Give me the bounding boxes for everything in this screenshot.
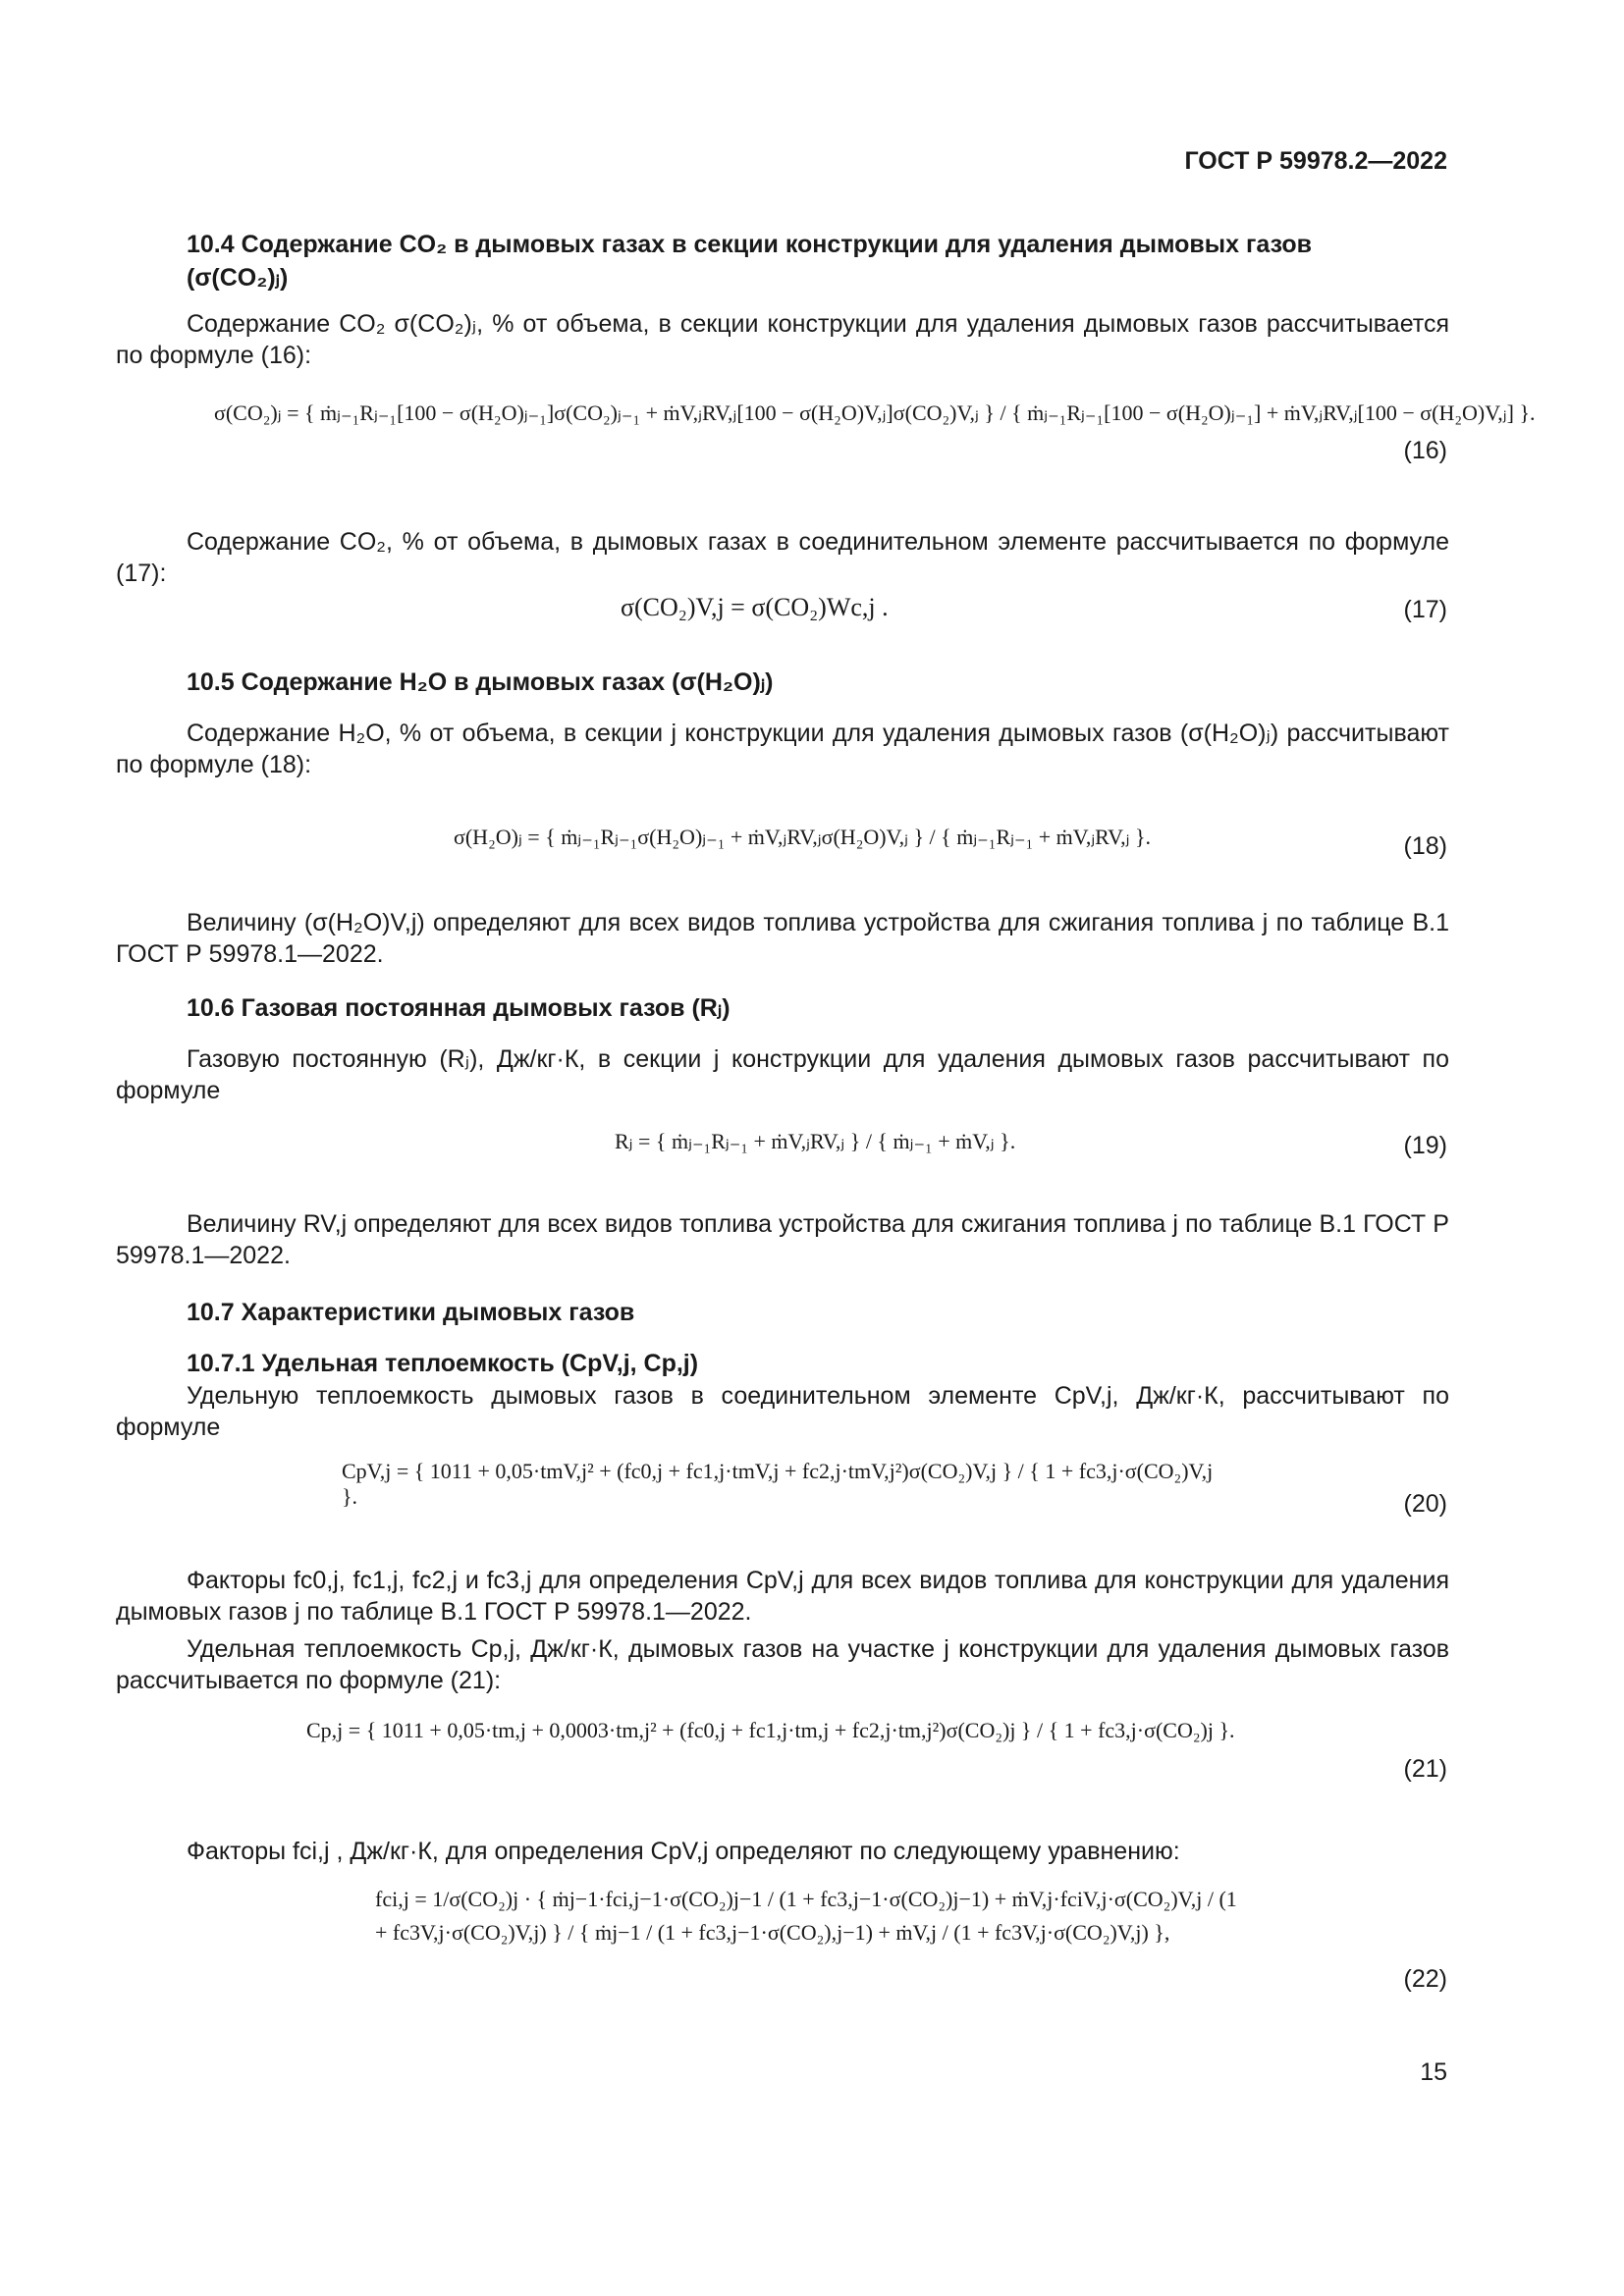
section-10-6-paragraph-1: Газовую постоянную (Rⱼ), Дж/кг·К, в секции j конструкции для удаления дымовых газов рассчитывают по формуле xyxy=(116,1045,1449,1104)
section-10-7-1-paragraph-2: Факторы fc0,j, fc1,j, fc2,j и fc3,j для определения CpV,j для всех видов топлива для конструкции для удаления дымовых газов j по таблице В.1 ГОСТ Р 59978.1—2022. xyxy=(116,1567,1449,1626)
equation-17: σ(CO₂)V,j = σ(CO₂)Wc,j . xyxy=(621,593,889,621)
equation-16: σ(CO₂)ⱼ = { ṁⱼ₋₁Rⱼ₋₁[100 − σ(H₂O)ⱼ₋₁]σ(CO₂)ⱼ₋₁ + ṁV,ⱼRV,ⱼ[100 − σ(H₂O)V,ⱼ]σ(CO₂)V,ⱼ } / { ṁⱼ₋₁Rⱼ₋₁[100 − σ(H₂O)ⱼ₋₁] + ṁV,ⱼRV,ⱼ[100 − σ(H₂O)V,ⱼ] }. xyxy=(214,400,1536,425)
equation-21-number: (21) xyxy=(1403,1755,1447,1783)
section-10-5-paragraph-2: Величину (σ(H₂O)V,j) определяют для всех видов топлива устройства для сжигания топлива j по таблице В.1 ГОСТ Р 59978.1—2022. xyxy=(116,909,1449,968)
equation-18: σ(H₂O)ⱼ = { ṁⱼ₋₁Rⱼ₋₁σ(H₂O)ⱼ₋₁ + ṁV,ⱼRV,ⱼσ(H₂O)V,ⱼ } / { ṁⱼ₋₁Rⱼ₋₁ + ṁV,ⱼRV,ⱼ }. xyxy=(454,825,1152,849)
section-10-5-paragraph-1: Содержание H₂O, % от объема, в секции j конструкции для удаления дымовых газов (σ(H₂O)ⱼ) рассчитывают по формуле (18): xyxy=(116,720,1449,778)
section-10-4-paragraph-2: Содержание CO₂, % от объема, в дымовых газах в соединительном элементе рассчитывается по формуле (17): xyxy=(116,528,1449,587)
section-10-6-paragraph-2: Величину RV,j определяют для всех видов топлива устройства для сжигания топлива j по таблице В.1 ГОСТ Р 59978.1—2022. xyxy=(116,1210,1449,1269)
section-10-7-1-paragraph-4: Факторы fci,j , Дж/кг·К, для определения CpV,j определяют по следующему уравнению: xyxy=(187,1838,1180,1865)
equation-19-number: (19) xyxy=(1403,1132,1447,1159)
section-10-7-1-title: 10.7.1 Удельная теплоемкость (CpV,j, Cp,j) xyxy=(187,1350,699,1377)
equation-22: fci,j = 1/σ(CO₂)j · { ṁj−1·fci,j−1·σ(CO₂)j−1 / (1 + fc3,j−1·σ(CO₂)j−1) + ṁV,j·fciV,j·σ(CO₂)V,j / (1 + fc3V,j·σ(CO₂)V,j) } / { ṁj−1 / (1 + fc3,j−1·σ(CO₂),j−1) + ṁV,j / (1 + fc3V,j·σ(CO₂)V,j) }, xyxy=(375,1887,1237,1945)
section-10-4-paragraph-1: Содержание CO₂ σ(CO₂)ⱼ, % от объема, в секции конструкции для удаления дымовых газов рассчитывается по формуле (16): xyxy=(116,310,1449,369)
section-10-5-title: 10.5 Содержание H₂O в дымовых газах (σ(H₂O)ⱼ) xyxy=(187,668,774,696)
document-header: ГОСТ Р 59978.2—2022 xyxy=(1184,147,1447,175)
section-10-6-title: 10.6 Газовая постоянная дымовых газов (Rⱼ) xyxy=(187,994,731,1022)
equation-16-number: (16) xyxy=(1403,437,1447,464)
section-10-7-title: 10.7 Характеристики дымовых газов xyxy=(187,1299,635,1326)
equation-20: CpV,j = { 1011 + 0,05·tmV,j² + (fc0,j + fc1,j·tmV,j + fc2,j·tmV,j²)σ(CO₂)V,j } / { 1 + fc3,j·σ(CO₂)V,j }. xyxy=(342,1459,1214,1509)
section-10-7-1-paragraph-1: Удельную теплоемкость дымовых газов в соединительном элементе CpV,j, Дж/кг·К, рассчитывают по формуле xyxy=(116,1382,1449,1441)
equation-20-number: (20) xyxy=(1403,1490,1447,1518)
equation-22-number: (22) xyxy=(1403,1965,1447,1993)
section-10-7-1-paragraph-3: Удельная теплоемкость Cp,j, Дж/кг·К, дымовых газов на участке j конструкции для удаления дымовых газов рассчитывается по формуле (21): xyxy=(116,1635,1449,1694)
page-number: 15 xyxy=(1420,2058,1447,2086)
section-10-4-title: 10.4 Содержание CO₂ в дымовых газах в секции конструкции для удаления дымовых газов (σ(CO₂)ⱼ) xyxy=(187,231,1313,292)
equation-17-number: (17) xyxy=(1403,596,1447,623)
equation-18-number: (18) xyxy=(1403,832,1447,860)
equation-19: Rⱼ = { ṁⱼ₋₁Rⱼ₋₁ + ṁV,ⱼRV,ⱼ } / { ṁⱼ₋₁ + ṁV,ⱼ }. xyxy=(615,1129,1016,1153)
equation-21: Cp,j = { 1011 + 0,05·tm,j + 0,0003·tm,j² + (fc0,j + fc1,j·tm,j + fc2,j·tm,j²)σ(CO₂)j } / { 1 + fc3,j·σ(CO₂)j }. xyxy=(306,1718,1235,1742)
